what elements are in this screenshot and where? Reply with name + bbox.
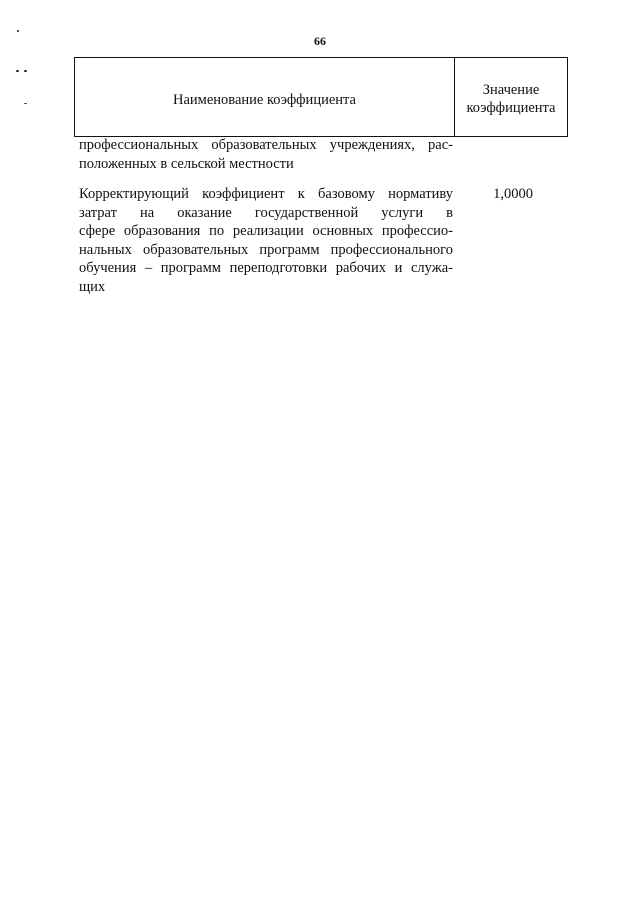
table-row-continued [79,136,453,173]
row-text-line: Корректирующий коэффициент к базовому нормативу [79,186,453,202]
scan-speck [16,70,19,72]
row-text-line: положенных в сельской местности [79,155,294,172]
row-text-line: профессиональных образовательных учреждениях, рас- [79,137,453,153]
scan-speck [24,70,27,72]
scan-speck [24,103,27,104]
coefficient-value: 1,0000 [493,186,533,202]
row-text-line: обучения – программ переподготовки рабочих и служа- [79,260,453,276]
table-row-coefficient [79,185,453,296]
row-text-line: щих [79,278,106,295]
name-column-header: Наименование коэффициента [75,58,455,136]
value-column-header [455,58,567,136]
row-text-line: нальных образовательных программ профессионального [79,241,453,258]
table-header [74,57,568,137]
scan-speck [17,30,19,32]
page-number: 66 [314,34,326,48]
row-text-line: сфере образования по реализации основных профессио- [79,223,453,239]
value-column-header-line1: Значение [482,82,540,98]
value-column-header-line2: коэффициента [466,100,556,116]
row-text-line: затрат на оказание государственной услуги в [79,204,453,221]
